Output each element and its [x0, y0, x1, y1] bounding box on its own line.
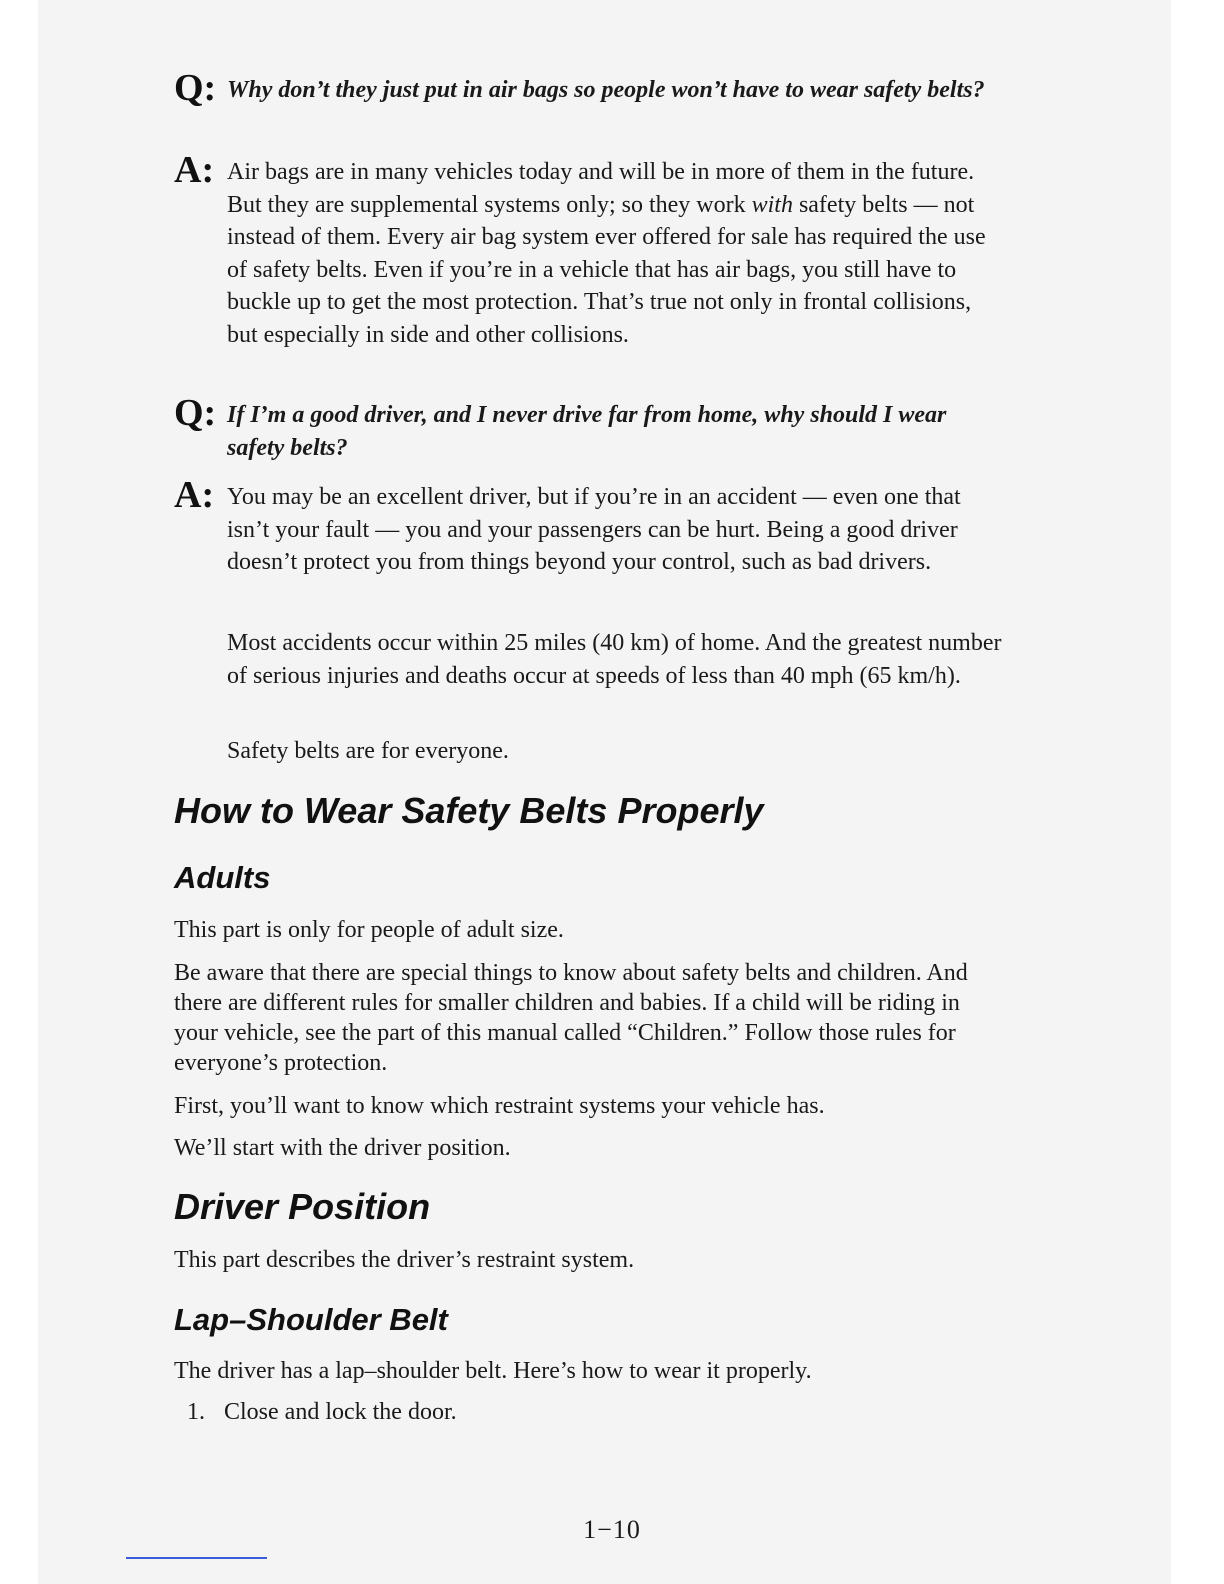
subsection-heading: Lap–Shoulder Belt	[174, 1302, 448, 1337]
question-2	[174, 392, 1004, 464]
list-item-text: Close and lock the door.	[224, 1399, 457, 1425]
page-number: 1−10	[583, 1515, 641, 1544]
paragraph: We’ll start with the driver position.	[174, 1135, 511, 1161]
answer-paragraph: Most accidents occur within 25 miles (40 km) of home. And the greatest number of serious injuries and deaths occur at speeds of less than 40 mph (65 km/h).	[227, 630, 1002, 689]
paragraph: This part is only for people of adult size.	[174, 917, 564, 943]
footer-rule	[126, 1557, 267, 1559]
section-heading: How to Wear Safety Belts Properly	[174, 790, 764, 831]
q-label: Q:	[174, 392, 217, 434]
question-1	[174, 67, 1004, 109]
paragraph: First, you’ll want to know which restraint systems your vehicle has.	[174, 1093, 825, 1119]
question-text: If I’m a good driver, and I never drive far from home, why should I wear safety belts?	[227, 402, 947, 461]
a-label: A:	[174, 149, 215, 191]
answer-text: You may be an excellent driver, but if you’re in an accident — even one that isn’t your fault — you and your passengers can be hurt. Being a good driver doesn’t protect you from things beyond your control, such as bad drivers.	[227, 484, 961, 575]
question-text: Why don’t they just put in air bags so people won’t have to wear safety belts?	[227, 77, 985, 103]
answer-paragraph: Safety belts are for everyone.	[227, 738, 509, 764]
answer-1	[174, 149, 1004, 351]
answer-text: Air bags are in many vehicles today and will be in more of them in the future. But they are supplemental systems only; so they work with safety belts — not instead of them. Every air bag system ever offered for sale has required the use of safety belts. Even if you’re in a vehicle that has air bags, you still have to buckle up to get the most protection. That’s true not only in frontal collisions, but especially in side and other collisions.	[227, 159, 986, 348]
list-item	[187, 1399, 457, 1426]
answer-2	[174, 474, 1004, 579]
paragraph: This part describes the driver’s restraint system.	[174, 1247, 635, 1273]
paragraph: The driver has a lap–shoulder belt. Here’s how to wear it properly.	[174, 1358, 812, 1384]
subsection-heading: Adults	[174, 860, 271, 895]
paragraph: Be aware that there are special things to know about safety belts and children. And there are different rules for smaller children and babies. If a child will be riding in your vehicle, see the part of this manual called “Children.” Follow those rules for everyone’s protection.	[174, 960, 968, 1076]
q-label: Q:	[174, 67, 217, 109]
section-heading: Driver Position	[174, 1186, 431, 1227]
a-label: A:	[174, 474, 215, 516]
list-item-number: 1.	[187, 1399, 205, 1425]
